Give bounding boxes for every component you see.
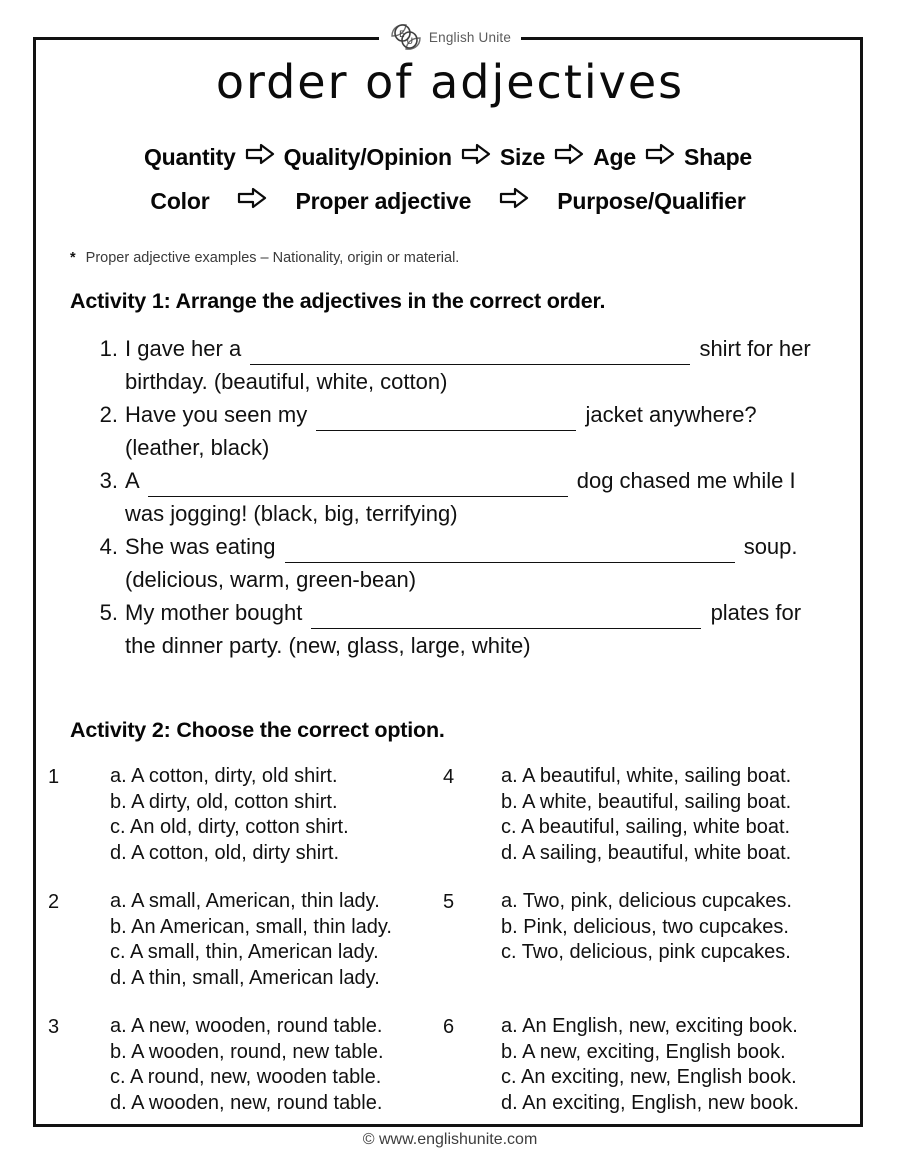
right-arrow-outline-icon [645,143,675,171]
answer-blank[interactable] [148,474,568,497]
right-arrow-outline-icon [237,187,267,215]
brand-label: English Unite [428,29,512,45]
option-c[interactable]: c. An old, dirty, cotton shirt. [110,816,349,838]
footer-copyright: © www.englishunite.com [362,1131,538,1148]
right-arrow-outline-icon [461,143,491,171]
item-text-before: A [125,468,139,493]
mcq-question [443,1014,868,1139]
item-text-after: dog chased me while I was jogging! (black, big, terrifying) [125,468,796,526]
footnote-text: Proper adjective examples – Nationality, origin or material. [85,250,460,266]
list-item [95,596,835,662]
right-arrow-outline-icon [245,143,275,171]
item-body [125,332,835,398]
item-body [125,464,835,530]
activity-2-question-grid [48,764,868,1139]
flow-row-2 [33,187,863,215]
option-d[interactable]: d. A sailing, beautiful, white boat. [501,841,792,864]
mcq-question [48,764,443,889]
option-a[interactable]: a. A small, American, thin lady. [110,890,380,912]
option-c[interactable]: c. A round, new, wooden table. [110,1066,382,1088]
item-text-after: jacket anywhere? [585,402,757,427]
option-b[interactable]: b. A new, exciting, English book. [501,1040,786,1063]
footnote [70,250,459,266]
question-number: 5 [443,891,455,913]
question-number: 1 [48,766,60,788]
right-arrow-outline-icon [499,187,529,215]
page-title: order of adjectives [215,55,685,109]
item-number: 4. [99,534,118,559]
list-item [95,530,835,596]
option-list [501,889,792,966]
flow-term-age: Age [593,143,636,170]
mcq-question [48,1014,443,1139]
flow-term-shape: Shape [683,143,753,170]
item-text-after: plates for the dinner party. (new, glass, large, white) [125,600,802,658]
answer-blank[interactable] [316,408,576,431]
item-number: 5. [99,600,118,625]
activity-1-list [95,332,835,662]
item-text-before: My mother bought [125,600,303,625]
item-number: 3. [99,468,118,493]
question-number: 3 [48,1016,60,1038]
question-number: 2 [48,891,60,913]
option-b[interactable]: b. A wooden, round, new table. [110,1040,384,1063]
option-c[interactable]: c. An exciting, new, English book. [501,1066,797,1088]
option-a[interactable]: a. A cotton, dirty, old shirt. [110,765,338,787]
option-b[interactable]: b. A dirty, old, cotton shirt. [110,790,338,813]
question-number: 6 [443,1016,455,1038]
footnote-marker: * [70,250,76,266]
flow-term-size: Size [499,143,546,170]
flow-term-quality-opinion: Quality/Opinion [283,143,452,170]
option-b[interactable]: b. An American, small, thin lady. [110,915,392,938]
option-list [501,764,791,866]
question-number: 4 [443,766,455,788]
option-list [110,764,349,866]
option-b[interactable]: b. A white, beautiful, sailing boat. [501,790,792,813]
item-body [125,530,835,596]
answer-blank[interactable] [285,540,735,563]
option-c[interactable]: c. A beautiful, sailing, white boat. [501,816,791,838]
option-d[interactable]: d. A cotton, old, dirty shirt. [110,841,340,864]
activity-2-heading: Activity 2: Choose the correct option. [70,718,445,742]
option-list [110,1014,384,1116]
flow-term-purpose-qualifier: Purpose/Qualifier [557,187,746,214]
item-text-after: soup. (delicious, warm, green-bean) [125,534,798,592]
option-c[interactable]: c. Two, delicious, pink cupcakes. [501,941,791,963]
list-item [95,332,835,398]
option-d[interactable]: d. An exciting, English, new book. [501,1091,799,1114]
item-text-before: She was eating [125,534,276,559]
option-a[interactable]: a. An English, new, exciting book. [501,1015,798,1037]
flow-term-proper-adjective: Proper adjective [295,187,472,214]
option-a[interactable]: a. Two, pink, delicious cupcakes. [501,890,792,912]
option-b[interactable]: b. Pink, delicious, two cupcakes. [501,915,789,938]
item-body [125,398,835,464]
flow-row-1 [33,143,863,171]
answer-blank[interactable] [311,606,701,629]
masthead [0,16,900,58]
item-text-extra: (leather, black) [125,435,270,460]
option-d[interactable]: d. A wooden, new, round table. [110,1091,383,1114]
option-list [501,1014,799,1116]
brand-block [379,17,521,57]
option-a[interactable]: a. A new, wooden, round table. [110,1015,383,1037]
right-arrow-outline-icon [554,143,584,171]
option-list [110,889,392,991]
item-number: 2. [99,402,118,427]
mcq-question [48,889,443,1014]
adjective-order-flow [33,143,863,215]
activity-1-heading: Activity 1: Arrange the adjectives in the correct order. [70,289,606,313]
item-number: 1. [99,336,118,361]
list-item [95,398,835,464]
flow-term-quantity: Quantity [143,143,236,170]
option-d[interactable]: d. A thin, small, American lady. [110,966,380,989]
list-item [95,464,835,530]
flow-term-color: Color [150,187,210,214]
answer-blank[interactable] [250,342,690,365]
mcq-question [443,764,868,889]
option-a[interactable]: a. A beautiful, white, sailing boat. [501,765,792,787]
item-body [125,596,835,662]
item-text-before: I gave her a [125,336,242,361]
svg-text:U: U [406,37,414,47]
option-c[interactable]: c. A small, thin, American lady. [110,941,379,963]
item-text-after: shirt for her birthday. (beautiful, white, cotton) [125,336,811,394]
item-text-before: Have you seen my [125,402,308,427]
svg-text:E: E [398,30,405,40]
mcq-question [443,889,868,1014]
english-unite-leaf-logo-icon [389,22,423,52]
